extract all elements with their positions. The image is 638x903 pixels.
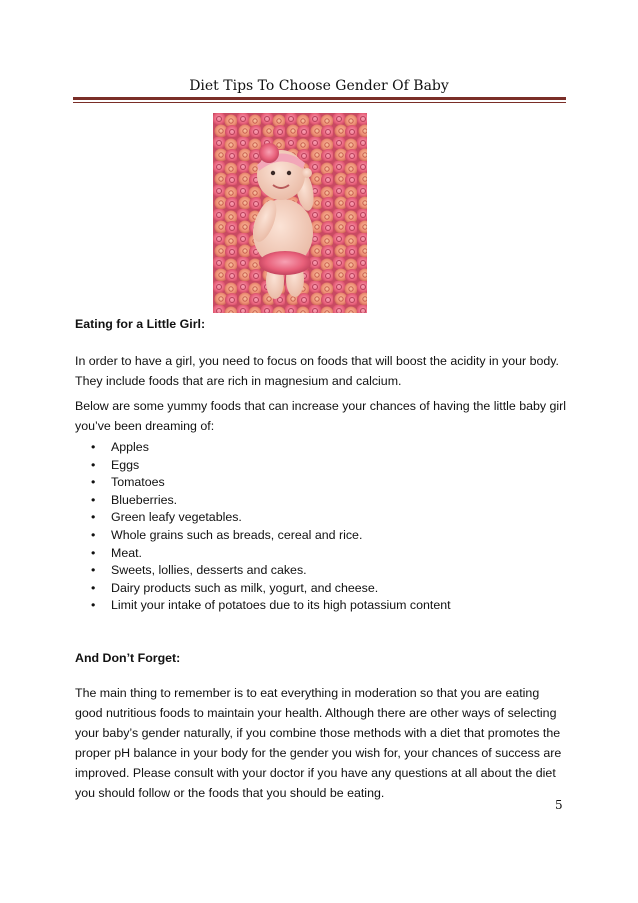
list-item-text: Whole grains such as breads, cereal and rice. (111, 527, 363, 542)
list-item-text: Sweets, lollies, desserts and cakes. (111, 563, 307, 578)
list-item-text: Eggs (111, 457, 140, 472)
bullet-icon: • (91, 457, 96, 472)
list-item-text: Dairy products such as milk, yogurt, and cheese. (111, 580, 379, 595)
list-item-text: Meat. (111, 545, 142, 560)
bullet-icon: • (91, 527, 96, 542)
list-item (75, 492, 451, 510)
list-item-text: Blueberries. (111, 492, 178, 507)
page-number: 5 (555, 798, 563, 812)
bullet-icon: • (91, 598, 96, 613)
list-item (75, 597, 451, 615)
list-item (75, 545, 451, 563)
page-header-title: Diet Tips To Choose Gender Of Baby (189, 78, 449, 94)
list-item-text: Limit your intake of potatoes due to its high potassium content (111, 598, 451, 613)
list-item (75, 474, 451, 492)
list-item (75, 580, 451, 598)
paragraph-moderation: The main thing to remember is to eat everything in moderation so that you are eating good nutritious foods to maintain your health. Although there are other ways of selecting your baby’s gender naturally, if you combine those methods with a diet that promotes the proper pH balance in your body for the gender you wish for, your chances of success are improved. Please consult with your doctor if you have any questions at all about the diet you should follow or the foods that you should be eating. (75, 686, 562, 800)
list-item (75, 527, 451, 545)
bullet-icon: • (91, 440, 96, 454)
header-rule-thick (73, 97, 566, 100)
list-item (75, 457, 451, 475)
paragraph-foods-lead: Below are some yummy foods that can increase your chances of having the little baby girl you’ve been dreaming of: (75, 399, 567, 433)
list-item (75, 562, 451, 580)
bullet-icon: • (91, 545, 96, 560)
list-item-text: Green leafy vegetables. (111, 510, 242, 525)
section-heading-little-girl: Eating for a Little Girl: (75, 317, 206, 331)
list-item-text: Apples (111, 440, 149, 454)
foods-list (75, 439, 451, 615)
header-rule-thin (73, 102, 566, 103)
baby-in-roses-photo (213, 113, 367, 313)
list-item (75, 439, 451, 457)
bullet-icon: • (91, 492, 96, 507)
bullet-icon: • (91, 510, 96, 525)
list-item-text: Tomatoes (111, 475, 165, 490)
bullet-icon: • (91, 580, 96, 595)
section-heading-dont-forget: And Don’t Forget: (75, 651, 181, 665)
bullet-icon: • (91, 475, 96, 490)
paragraph-intro: In order to have a girl, you need to focus on foods that will boost the acidity in your body. They include foods that are rich in magnesium and calcium. (75, 354, 559, 388)
bullet-icon: • (91, 563, 96, 578)
list-item (75, 509, 451, 527)
